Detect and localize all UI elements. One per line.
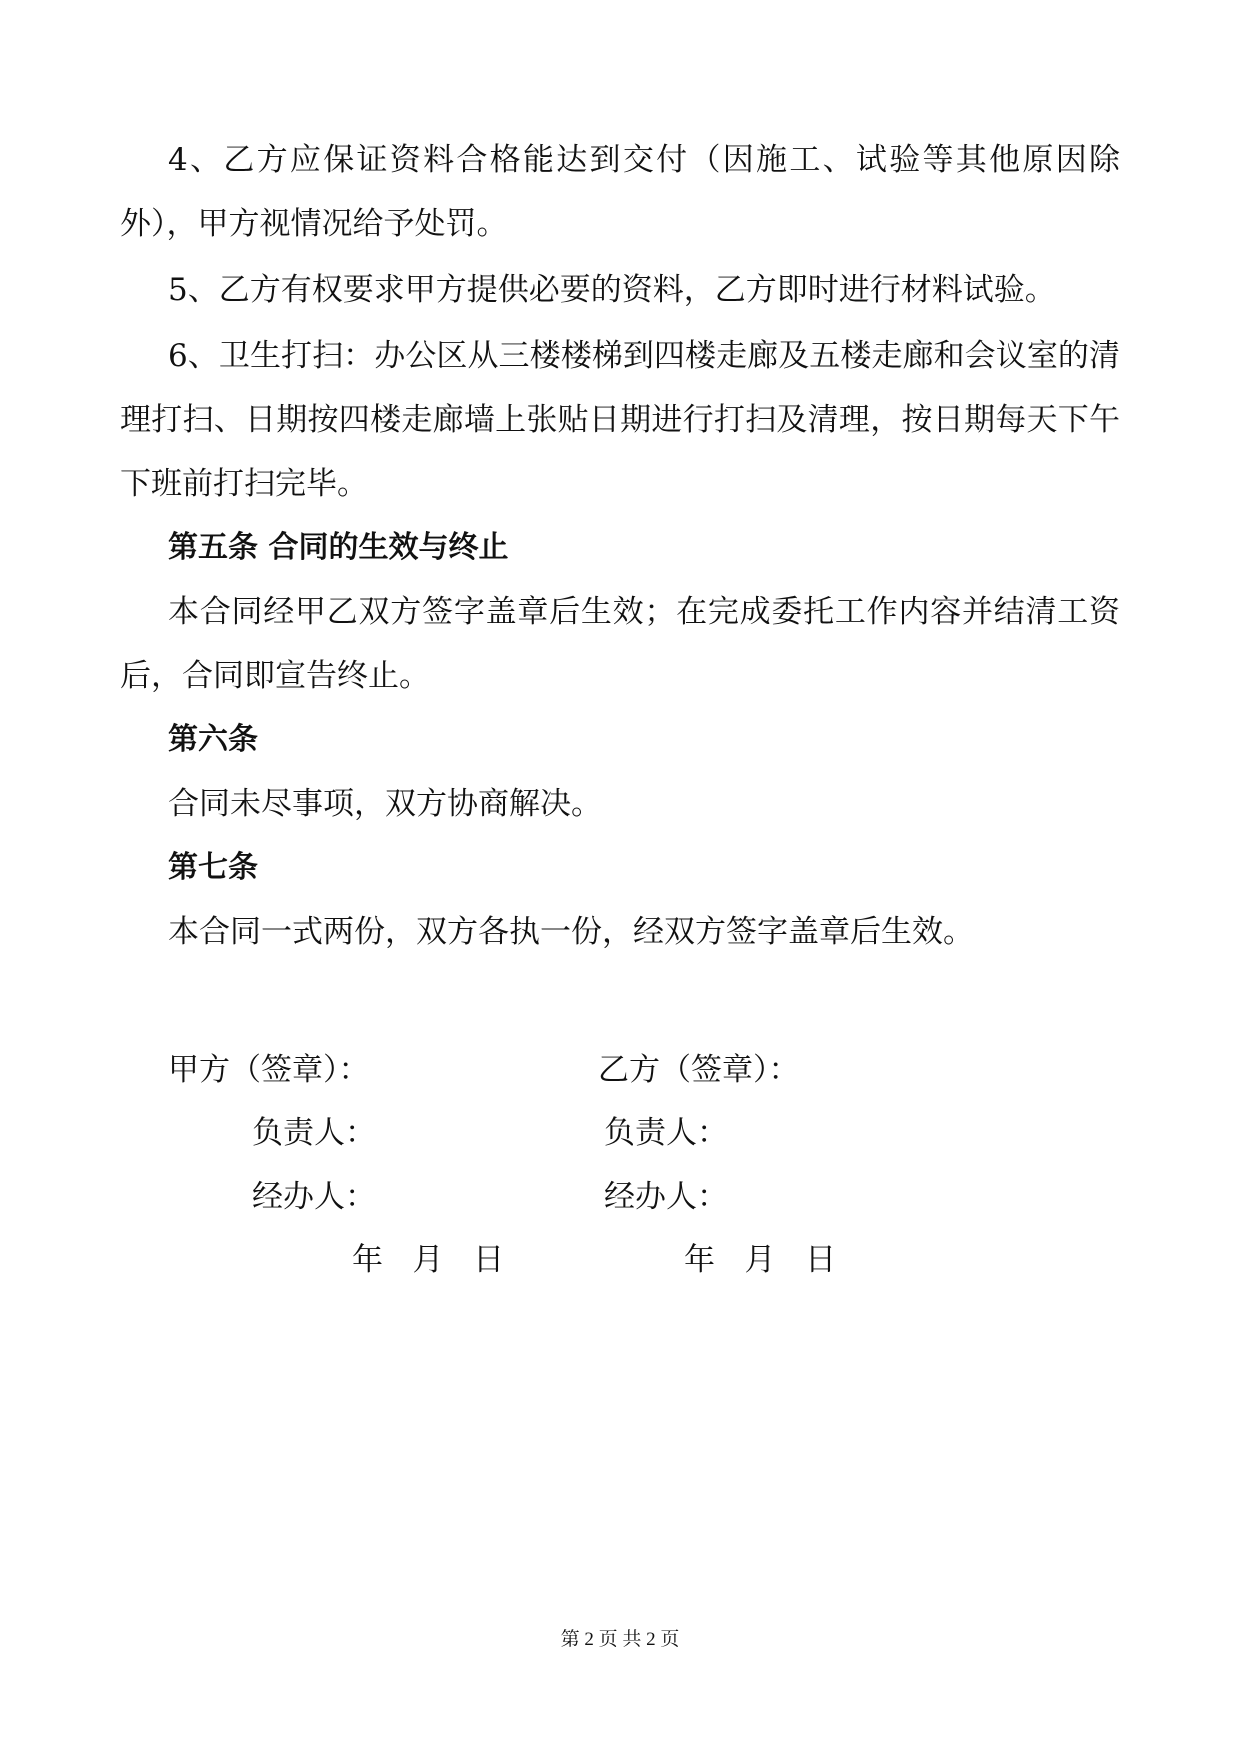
article-6-text: 合同未尽事项，双方协商解决。: [168, 786, 602, 822]
page-number: 第 2 页 共 2 页: [560, 1629, 680, 1650]
party-a-seal-label: 甲方（签章）：: [168, 1052, 370, 1088]
clause-item-5: 5、乙方有权要求甲方提供必要的资料，乙方即时进行材料试验。: [168, 272, 1056, 308]
party-b-handler-label: 经办人：: [604, 1179, 728, 1215]
party-a-responsible-label: 负责人：: [252, 1115, 376, 1151]
contract-body: [120, 128, 1120, 964]
article-6-heading: 第六条: [168, 722, 258, 757]
article-5-text: 本合同经甲乙双方签字盖章后生效；在完成委托工作内容并结清工资后，合同即宣告终止。: [120, 594, 1120, 694]
clause-item-4: 4、乙方应保证资料合格能达到交付（因施工、试验等其他原因除外），甲方视情况给予处罚。: [120, 142, 1120, 242]
clause-item-6: 6、卫生打扫：办公区从三楼楼梯到四楼走廊及五楼走廊和会议室的清理打扫、日期按四楼走廊墙上张贴日期进行打扫及清理，按日期每天下午下班前打扫完毕。: [120, 338, 1120, 502]
party-a-date-label: 年 月 日: [352, 1242, 505, 1278]
party-a-handler-label: 经办人：: [252, 1179, 376, 1215]
party-b-responsible-label: 负责人：: [604, 1115, 728, 1151]
party-b-date-label: 年 月 日: [684, 1242, 837, 1278]
party-b-seal-label: 乙方（签章）：: [598, 1052, 800, 1088]
article-7-heading: 第七条: [168, 850, 258, 885]
article-7-text: 本合同一式两份，双方各执一份，经双方签字盖章后生效。: [168, 914, 974, 950]
article-5-heading: 第五条 合同的生效与终止: [168, 530, 509, 565]
